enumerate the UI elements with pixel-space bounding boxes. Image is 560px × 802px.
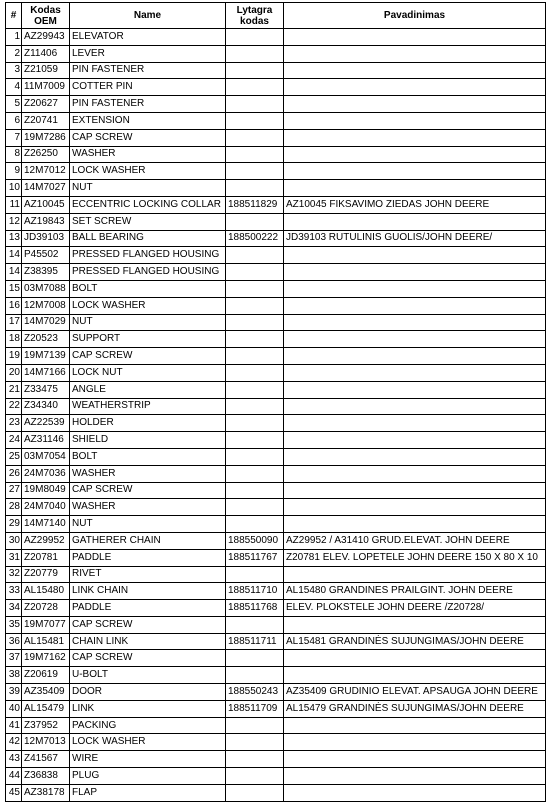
lytagra-code-cell: 188511711 bbox=[226, 633, 284, 650]
oem-code-cell: AZ38178 bbox=[22, 784, 70, 801]
pavadinimas-cell bbox=[284, 616, 546, 633]
row-number: 22 bbox=[6, 398, 22, 415]
lytagra-code-cell bbox=[226, 381, 284, 398]
table-row bbox=[6, 768, 546, 785]
oem-code-cell: 14M7166 bbox=[22, 364, 70, 381]
lytagra-code-cell bbox=[226, 62, 284, 79]
oem-code-cell: 14M7029 bbox=[22, 314, 70, 331]
row-number: 23 bbox=[6, 415, 22, 432]
row-number: 14 bbox=[6, 247, 22, 264]
table-row bbox=[6, 700, 546, 717]
part-name-cell: WASHER bbox=[70, 499, 226, 516]
row-number: 44 bbox=[6, 768, 22, 785]
oem-code-cell: 19M7162 bbox=[22, 650, 70, 667]
table-row bbox=[6, 432, 546, 449]
table-row bbox=[6, 650, 546, 667]
row-number: 38 bbox=[6, 667, 22, 684]
lytagra-code-cell bbox=[226, 264, 284, 281]
oem-code-cell: AZ35409 bbox=[22, 684, 70, 701]
lytagra-code-cell: 188511709 bbox=[226, 700, 284, 717]
part-name-cell: PRESSED FLANGED HOUSING bbox=[70, 264, 226, 281]
pavadinimas-cell bbox=[284, 667, 546, 684]
lytagra-code-cell bbox=[226, 717, 284, 734]
lytagra-code-cell bbox=[226, 616, 284, 633]
oem-code-cell: Z21059 bbox=[22, 62, 70, 79]
table-row bbox=[6, 247, 546, 264]
oem-code-cell: Z36838 bbox=[22, 768, 70, 785]
row-number: 31 bbox=[6, 549, 22, 566]
lytagra-code-cell bbox=[226, 314, 284, 331]
oem-code-cell: 03M7054 bbox=[22, 448, 70, 465]
row-number: 4 bbox=[6, 79, 22, 96]
part-name-cell: U-BOLT bbox=[70, 667, 226, 684]
oem-code-cell: AL15481 bbox=[22, 633, 70, 650]
part-name-cell: PLUG bbox=[70, 768, 226, 785]
row-number: 35 bbox=[6, 616, 22, 633]
row-number: 7 bbox=[6, 129, 22, 146]
header-oem-line1: Kodas bbox=[30, 4, 61, 16]
pavadinimas-cell: JD39103 RUTULINIS GUOLIS/JOHN DEERE/ bbox=[284, 230, 546, 247]
pavadinimas-cell bbox=[284, 734, 546, 751]
table-row bbox=[6, 45, 546, 62]
lytagra-code-cell: 188511710 bbox=[226, 583, 284, 600]
pavadinimas-cell bbox=[284, 112, 546, 129]
part-name-cell: NUT bbox=[70, 314, 226, 331]
oem-code-cell: AZ29952 bbox=[22, 532, 70, 549]
pavadinimas-cell bbox=[284, 163, 546, 180]
part-name-cell: SUPPORT bbox=[70, 331, 226, 348]
pavadinimas-cell: AL15479 GRANDINĖS SUJUNGIMAS/JOHN DEERE bbox=[284, 700, 546, 717]
pavadinimas-cell bbox=[284, 415, 546, 432]
table-row bbox=[6, 734, 546, 751]
header-lyt-line1: Lytagra bbox=[236, 4, 273, 16]
lytagra-code-cell bbox=[226, 432, 284, 449]
part-name-cell: COTTER PIN bbox=[70, 79, 226, 96]
row-number: 25 bbox=[6, 448, 22, 465]
lytagra-code-cell bbox=[226, 96, 284, 113]
row-number: 32 bbox=[6, 566, 22, 583]
oem-code-cell: 12M7012 bbox=[22, 163, 70, 180]
table-row bbox=[6, 331, 546, 348]
pavadinimas-cell: AL15481 GRANDINĖS SUJUNGIMAS/JOHN DEERE bbox=[284, 633, 546, 650]
part-name-cell: SET SCREW bbox=[70, 213, 226, 230]
pavadinimas-cell bbox=[284, 213, 546, 230]
lytagra-code-cell bbox=[226, 667, 284, 684]
pavadinimas-cell bbox=[284, 364, 546, 381]
part-name-cell: CAP SCREW bbox=[70, 482, 226, 499]
row-number: 37 bbox=[6, 650, 22, 667]
table-row bbox=[6, 381, 546, 398]
oem-code-cell: 12M7008 bbox=[22, 297, 70, 314]
pavadinimas-cell bbox=[284, 62, 546, 79]
lytagra-code-cell bbox=[226, 415, 284, 432]
row-number: 1 bbox=[6, 29, 22, 46]
part-name-cell: NUT bbox=[70, 516, 226, 533]
table-row bbox=[6, 566, 546, 583]
oem-code-cell: 14M7027 bbox=[22, 180, 70, 197]
table-row bbox=[6, 163, 546, 180]
lytagra-code-cell bbox=[226, 499, 284, 516]
pavadinimas-cell bbox=[284, 717, 546, 734]
pavadinimas-cell bbox=[284, 516, 546, 533]
lytagra-code-cell bbox=[226, 465, 284, 482]
part-name-cell: CAP SCREW bbox=[70, 129, 226, 146]
part-name-cell: PIN FASTENER bbox=[70, 62, 226, 79]
pavadinimas-cell bbox=[284, 297, 546, 314]
row-number: 13 bbox=[6, 230, 22, 247]
part-name-cell: ANGLE bbox=[70, 381, 226, 398]
pavadinimas-cell: AZ29952 / A31410 GRUD.ELEVAT. JOHN DEERE bbox=[284, 532, 546, 549]
oem-code-cell: Z26250 bbox=[22, 146, 70, 163]
lytagra-code-cell bbox=[226, 163, 284, 180]
part-name-cell: CHAIN LINK bbox=[70, 633, 226, 650]
table-row bbox=[6, 784, 546, 801]
part-name-cell: PRESSED FLANGED HOUSING bbox=[70, 247, 226, 264]
lytagra-code-cell bbox=[226, 768, 284, 785]
row-number: 10 bbox=[6, 180, 22, 197]
lytagra-code-cell bbox=[226, 180, 284, 197]
table-row bbox=[6, 516, 546, 533]
row-number: 34 bbox=[6, 600, 22, 617]
table-row bbox=[6, 364, 546, 381]
lytagra-code-cell bbox=[226, 213, 284, 230]
row-number: 28 bbox=[6, 499, 22, 516]
pavadinimas-cell bbox=[284, 180, 546, 197]
lytagra-code-cell: 188511829 bbox=[226, 196, 284, 213]
pavadinimas-cell: AZ35409 GRUDINIO ELEVAT. APSAUGA JOHN DEERE bbox=[284, 684, 546, 701]
pavadinimas-cell bbox=[284, 432, 546, 449]
table-row bbox=[6, 448, 546, 465]
table-row bbox=[6, 96, 546, 113]
pavadinimas-cell: Z20781 ELEV. LOPETELE JOHN DEERE 150 X 80 X 10 bbox=[284, 549, 546, 566]
lytagra-code-cell bbox=[226, 650, 284, 667]
row-number: 41 bbox=[6, 717, 22, 734]
row-number: 40 bbox=[6, 700, 22, 717]
pavadinimas-cell bbox=[284, 650, 546, 667]
lytagra-code-cell bbox=[226, 364, 284, 381]
header-pavadinimas: Pavadinimas bbox=[284, 3, 546, 29]
pavadinimas-cell bbox=[284, 482, 546, 499]
part-name-cell: LEVER bbox=[70, 45, 226, 62]
pavadinimas-cell bbox=[284, 499, 546, 516]
pavadinimas-cell bbox=[284, 768, 546, 785]
table-row bbox=[6, 549, 546, 566]
table-row bbox=[6, 196, 546, 213]
oem-code-cell: Z20728 bbox=[22, 600, 70, 617]
table-row bbox=[6, 482, 546, 499]
oem-code-cell: 19M7077 bbox=[22, 616, 70, 633]
parts-table bbox=[5, 2, 546, 802]
lytagra-code-cell bbox=[226, 129, 284, 146]
oem-code-cell: Z34340 bbox=[22, 398, 70, 415]
part-name-cell: GATHERER CHAIN bbox=[70, 532, 226, 549]
row-number: 36 bbox=[6, 633, 22, 650]
header-name: Name bbox=[70, 3, 226, 29]
oem-code-cell: Z20781 bbox=[22, 549, 70, 566]
pavadinimas-cell bbox=[284, 29, 546, 46]
lytagra-code-cell bbox=[226, 448, 284, 465]
part-name-cell: BOLT bbox=[70, 448, 226, 465]
oem-code-cell: Z11406 bbox=[22, 45, 70, 62]
table-row bbox=[6, 583, 546, 600]
header-oem-code bbox=[22, 3, 70, 29]
lytagra-code-cell bbox=[226, 79, 284, 96]
part-name-cell: FLAP bbox=[70, 784, 226, 801]
lytagra-code-cell: 188500222 bbox=[226, 230, 284, 247]
pavadinimas-cell: AZ10045 FIKSAVIMO ZIEDAS JOHN DEERE bbox=[284, 196, 546, 213]
lytagra-code-cell: 188550243 bbox=[226, 684, 284, 701]
part-name-cell: DOOR bbox=[70, 684, 226, 701]
oem-code-cell: AZ29943 bbox=[22, 29, 70, 46]
pavadinimas-cell bbox=[284, 314, 546, 331]
row-number: 45 bbox=[6, 784, 22, 801]
lytagra-code-cell bbox=[226, 297, 284, 314]
oem-code-cell: 14M7140 bbox=[22, 516, 70, 533]
oem-code-cell: 03M7088 bbox=[22, 280, 70, 297]
part-name-cell: WASHER bbox=[70, 465, 226, 482]
part-name-cell: WEATHERSTRIP bbox=[70, 398, 226, 415]
part-name-cell: LOCK NUT bbox=[70, 364, 226, 381]
row-number: 2 bbox=[6, 45, 22, 62]
row-number: 20 bbox=[6, 364, 22, 381]
row-number: 8 bbox=[6, 146, 22, 163]
pavadinimas-cell bbox=[284, 566, 546, 583]
oem-code-cell: AZ31146 bbox=[22, 432, 70, 449]
pavadinimas-cell bbox=[284, 280, 546, 297]
pavadinimas-cell: ELEV. PLOKSTELE JOHN DEERE /Z20728/ bbox=[284, 600, 546, 617]
row-number: 19 bbox=[6, 348, 22, 365]
table-row bbox=[6, 29, 546, 46]
table-row bbox=[6, 297, 546, 314]
lytagra-code-cell bbox=[226, 566, 284, 583]
pavadinimas-cell bbox=[284, 465, 546, 482]
pavadinimas-cell: AL15480 GRANDINES PRAILGINT. JOHN DEERE bbox=[284, 583, 546, 600]
oem-code-cell: AZ19843 bbox=[22, 213, 70, 230]
oem-code-cell: 24M7040 bbox=[22, 499, 70, 516]
table-row bbox=[6, 146, 546, 163]
oem-code-cell: 19M7139 bbox=[22, 348, 70, 365]
row-number: 26 bbox=[6, 465, 22, 482]
oem-code-cell: AL15480 bbox=[22, 583, 70, 600]
pavadinimas-cell bbox=[284, 129, 546, 146]
lytagra-code-cell bbox=[226, 146, 284, 163]
oem-code-cell: Z20619 bbox=[22, 667, 70, 684]
table-row bbox=[6, 129, 546, 146]
table-row bbox=[6, 616, 546, 633]
oem-code-cell: Z41567 bbox=[22, 751, 70, 768]
table-row bbox=[6, 600, 546, 617]
lytagra-code-cell bbox=[226, 247, 284, 264]
row-number: 12 bbox=[6, 213, 22, 230]
part-name-cell: BALL BEARING bbox=[70, 230, 226, 247]
lytagra-code-cell bbox=[226, 331, 284, 348]
lytagra-code-cell bbox=[226, 398, 284, 415]
table-row bbox=[6, 633, 546, 650]
table-row bbox=[6, 499, 546, 516]
pavadinimas-cell bbox=[284, 45, 546, 62]
lytagra-code-cell bbox=[226, 516, 284, 533]
part-name-cell: RIVET bbox=[70, 566, 226, 583]
table-row bbox=[6, 112, 546, 129]
part-name-cell: CAP SCREW bbox=[70, 616, 226, 633]
oem-code-cell: AZ22539 bbox=[22, 415, 70, 432]
pavadinimas-cell bbox=[284, 146, 546, 163]
oem-code-cell: AZ10045 bbox=[22, 196, 70, 213]
pavadinimas-cell bbox=[284, 448, 546, 465]
row-number: 5 bbox=[6, 96, 22, 113]
part-name-cell: ECCENTRIC LOCKING COLLAR bbox=[70, 196, 226, 213]
table-row bbox=[6, 314, 546, 331]
row-number: 16 bbox=[6, 297, 22, 314]
lytagra-code-cell bbox=[226, 29, 284, 46]
oem-code-cell: 12M7013 bbox=[22, 734, 70, 751]
row-number: 27 bbox=[6, 482, 22, 499]
lytagra-code-cell bbox=[226, 348, 284, 365]
part-name-cell: ELEVATOR bbox=[70, 29, 226, 46]
oem-code-cell: AL15479 bbox=[22, 700, 70, 717]
table-row bbox=[6, 230, 546, 247]
lytagra-code-cell: 188511767 bbox=[226, 549, 284, 566]
part-name-cell: LOCK WASHER bbox=[70, 297, 226, 314]
header-lytagra-code bbox=[226, 3, 284, 29]
lytagra-code-cell bbox=[226, 45, 284, 62]
table-row bbox=[6, 532, 546, 549]
row-number: 21 bbox=[6, 381, 22, 398]
row-number: 29 bbox=[6, 516, 22, 533]
part-name-cell: BOLT bbox=[70, 280, 226, 297]
row-number: 3 bbox=[6, 62, 22, 79]
header-lyt-line2: kodas bbox=[240, 15, 269, 27]
part-name-cell: CAP SCREW bbox=[70, 348, 226, 365]
header-row bbox=[6, 3, 546, 29]
pavadinimas-cell bbox=[284, 264, 546, 281]
table-row bbox=[6, 264, 546, 281]
table-row bbox=[6, 79, 546, 96]
row-number: 9 bbox=[6, 163, 22, 180]
pavadinimas-cell bbox=[284, 398, 546, 415]
lytagra-code-cell bbox=[226, 482, 284, 499]
oem-code-cell: Z38395 bbox=[22, 264, 70, 281]
row-number: 33 bbox=[6, 583, 22, 600]
table-row bbox=[6, 280, 546, 297]
row-number: 6 bbox=[6, 112, 22, 129]
pavadinimas-cell bbox=[284, 96, 546, 113]
oem-code-cell: Z20523 bbox=[22, 331, 70, 348]
header-num: # bbox=[6, 3, 22, 29]
part-name-cell: LINK CHAIN bbox=[70, 583, 226, 600]
table-row bbox=[6, 213, 546, 230]
oem-code-cell: 19M7286 bbox=[22, 129, 70, 146]
lytagra-code-cell bbox=[226, 751, 284, 768]
part-name-cell: EXTENSION bbox=[70, 112, 226, 129]
row-number: 18 bbox=[6, 331, 22, 348]
header-oem-line2: OEM bbox=[34, 15, 57, 27]
part-name-cell: PADDLE bbox=[70, 549, 226, 566]
oem-code-cell: Z20627 bbox=[22, 96, 70, 113]
part-name-cell: NUT bbox=[70, 180, 226, 197]
table-row bbox=[6, 717, 546, 734]
row-number: 39 bbox=[6, 684, 22, 701]
lytagra-code-cell bbox=[226, 784, 284, 801]
table-row bbox=[6, 348, 546, 365]
row-number: 14 bbox=[6, 264, 22, 281]
part-name-cell: SHIELD bbox=[70, 432, 226, 449]
table-row bbox=[6, 751, 546, 768]
lytagra-code-cell bbox=[226, 734, 284, 751]
part-name-cell: WIRE bbox=[70, 751, 226, 768]
pavadinimas-cell bbox=[284, 247, 546, 264]
table-row bbox=[6, 398, 546, 415]
oem-code-cell: P45502 bbox=[22, 247, 70, 264]
row-number: 30 bbox=[6, 532, 22, 549]
row-number: 43 bbox=[6, 751, 22, 768]
row-number: 24 bbox=[6, 432, 22, 449]
lytagra-code-cell bbox=[226, 280, 284, 297]
table-row bbox=[6, 465, 546, 482]
table-row bbox=[6, 684, 546, 701]
part-name-cell: WASHER bbox=[70, 146, 226, 163]
part-name-cell: LINK bbox=[70, 700, 226, 717]
oem-code-cell: 19M8049 bbox=[22, 482, 70, 499]
pavadinimas-cell bbox=[284, 348, 546, 365]
part-name-cell: PADDLE bbox=[70, 600, 226, 617]
table-body bbox=[6, 29, 546, 802]
table-row bbox=[6, 415, 546, 432]
part-name-cell: CAP SCREW bbox=[70, 650, 226, 667]
lytagra-code-cell: 188550090 bbox=[226, 532, 284, 549]
oem-code-cell: Z33475 bbox=[22, 381, 70, 398]
pavadinimas-cell bbox=[284, 79, 546, 96]
lytagra-code-cell: 188511768 bbox=[226, 600, 284, 617]
pavadinimas-cell bbox=[284, 784, 546, 801]
part-name-cell: PACKING bbox=[70, 717, 226, 734]
table-row bbox=[6, 180, 546, 197]
part-name-cell: PIN FASTENER bbox=[70, 96, 226, 113]
table-row bbox=[6, 667, 546, 684]
row-number: 42 bbox=[6, 734, 22, 751]
row-number: 11 bbox=[6, 196, 22, 213]
part-name-cell: LOCK WASHER bbox=[70, 163, 226, 180]
part-name-cell: LOCK WASHER bbox=[70, 734, 226, 751]
row-number: 15 bbox=[6, 280, 22, 297]
table-header bbox=[6, 3, 546, 29]
oem-code-cell: 24M7036 bbox=[22, 465, 70, 482]
row-number: 17 bbox=[6, 314, 22, 331]
lytagra-code-cell bbox=[226, 112, 284, 129]
oem-code-cell: 11M7009 bbox=[22, 79, 70, 96]
oem-code-cell: JD39103 bbox=[22, 230, 70, 247]
part-name-cell: HOLDER bbox=[70, 415, 226, 432]
pavadinimas-cell bbox=[284, 751, 546, 768]
pavadinimas-cell bbox=[284, 381, 546, 398]
oem-code-cell: Z20741 bbox=[22, 112, 70, 129]
table-row bbox=[6, 62, 546, 79]
oem-code-cell: Z20779 bbox=[22, 566, 70, 583]
oem-code-cell: Z37952 bbox=[22, 717, 70, 734]
pavadinimas-cell bbox=[284, 331, 546, 348]
